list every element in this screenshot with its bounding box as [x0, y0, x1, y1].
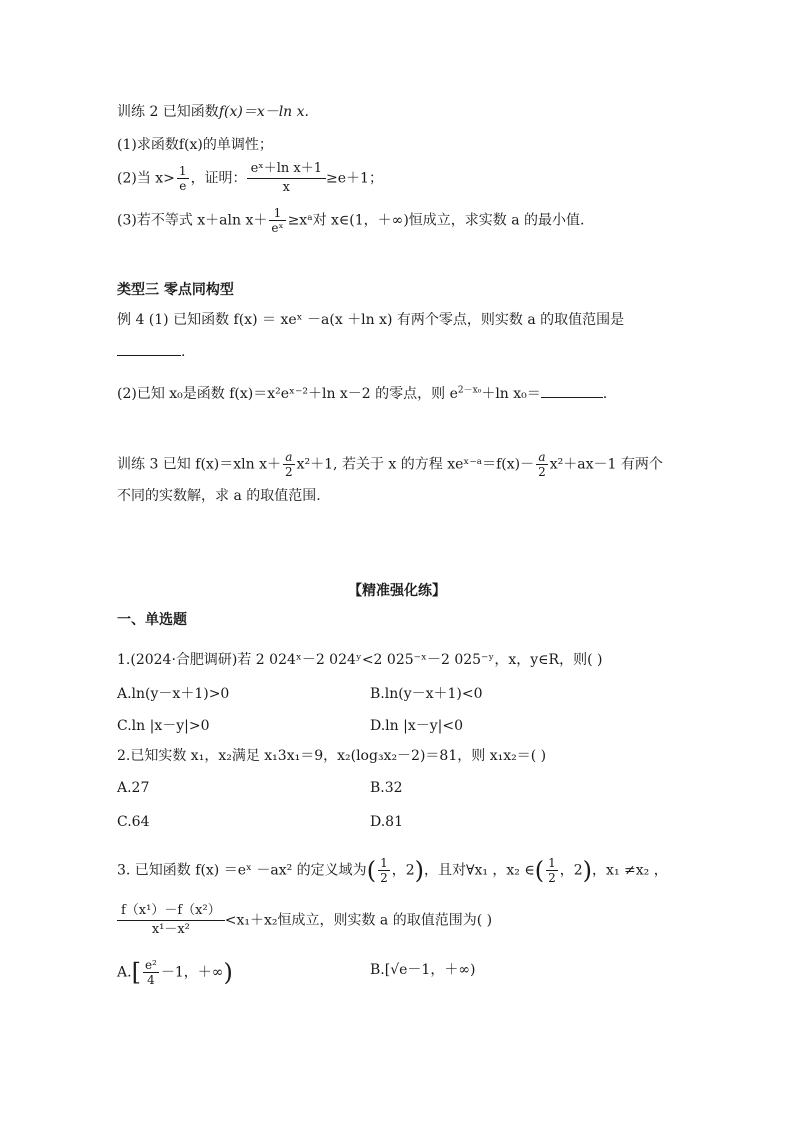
q1-option-c[interactable]: C.ln |x－y|>0: [117, 718, 210, 734]
answer-blank-2[interactable]: [541, 395, 603, 398]
q3-option-a-den: 4: [147, 973, 155, 987]
q3-interval-num-2: 1: [548, 856, 556, 870]
q3-fraction: [117, 902, 225, 939]
answer-blank-1[interactable]: [117, 353, 181, 356]
training2-part2: [117, 160, 383, 197]
q2-option-d[interactable]: D.81: [370, 814, 403, 830]
q1-option-a[interactable]: A.ln(y－x＋1)>0: [117, 686, 230, 702]
q3-option-a-prefix: A.: [117, 964, 132, 981]
part2-big-num: eˣ＋ln x＋1: [247, 160, 326, 179]
part2-prefix: (2)当 x>: [117, 170, 175, 187]
q3-stem-mid: ，且对∀x₁ ，x₂ ∈: [424, 862, 535, 879]
part2-big-fraction: [247, 160, 326, 197]
q2-option-b[interactable]: B.32: [370, 780, 403, 796]
q3-stem-line1: [117, 856, 668, 885]
q3-interval-frac-2: [546, 856, 558, 885]
q3-frac-num: f（x¹）－f（x²）: [117, 902, 225, 921]
training3-frac2-num: a: [536, 450, 548, 465]
training3-frac1-den: 2: [285, 465, 293, 479]
q3-frac-den: x¹－x²: [151, 922, 190, 937]
q3-option-b[interactable]: B.[√e－1，＋∞): [370, 962, 476, 978]
section-subtitle: 一、单选题: [117, 612, 187, 628]
q2-option-c[interactable]: C.64: [117, 814, 150, 830]
q3-option-a[interactable]: [117, 958, 233, 987]
q1-stem: 1.(2024·合肥调研)若 2 024ˣ－2 024ʸ<2 025⁻ˣ－2 025⁻ʸ，x，y∈R，则( ): [117, 652, 603, 668]
part3-frac-num: 1: [269, 206, 285, 221]
example4-line2-suffix: .: [181, 344, 186, 360]
q3-stem-line2: [117, 902, 492, 939]
q3-interval-frac-1: [378, 856, 390, 885]
part3-suffix: ≥xᵃ对 x∈(1，＋∞)恒成立，求实数 a 的最小值.: [287, 212, 585, 229]
part2-big-den: x: [282, 180, 290, 195]
type3-heading: 类型三 零点同构型: [117, 282, 234, 298]
training3-line1: [117, 450, 663, 479]
q3-stem-prefix: 3. 已知函数 f(x) ＝eˣ －ax² 的定义域为: [117, 862, 367, 879]
part2-suffix: ≥e＋1；: [326, 170, 383, 187]
example4-line3: [117, 384, 607, 404]
q3-interval-tail-1: ，2: [391, 862, 415, 879]
q1-option-d[interactable]: D.ln |x－y|<0: [370, 718, 463, 734]
q3-option-a-num: e²: [144, 958, 157, 972]
training3-frac2-den: 2: [538, 465, 546, 479]
training3-prefix: 训练 3 已知 f(x)＝xln x＋: [117, 456, 281, 473]
example4-line3-mid: ＋ln x₀＝: [481, 386, 541, 402]
q2-option-a[interactable]: A.27: [117, 780, 150, 796]
example4-line3-sup: 2－x₀: [457, 385, 482, 396]
example4-line1: 例 4 (1) 已知函数 f(x) ＝ xeˣ －a(x ＋ln x) 有两个零点，则实数 a 的取值范围是: [117, 312, 625, 328]
part2-frac-num: 1: [178, 164, 187, 178]
q1-option-b[interactable]: B.ln(y－x＋1)<0: [370, 686, 483, 702]
q3-interval-num-1: 1: [380, 856, 388, 870]
part3-fraction: [269, 206, 285, 235]
q3-interval-den-1: 2: [380, 871, 388, 885]
example4-line2: [117, 342, 185, 362]
part3-frac-den: eˣ: [271, 221, 284, 235]
training2-part1: (1)求函数f(x)的单调性；: [117, 137, 273, 153]
open-paren-2: (: [534, 856, 545, 885]
q3-option-a-tail: －1，＋∞: [160, 964, 224, 981]
training3-frac1-num: a: [283, 450, 295, 465]
open-bracket: [: [131, 958, 141, 987]
training2-function: f(x)＝x－ln x.: [218, 104, 309, 120]
q3-interval-den-2: 2: [548, 871, 556, 885]
q3-option-a-frac: [143, 958, 159, 987]
training2-part3: [117, 206, 585, 235]
open-paren: (: [366, 856, 377, 885]
training3-frac1: [283, 450, 295, 479]
section-title: 【精准强化练】: [348, 583, 446, 599]
q2-stem: 2.已知实数 x₁，x₂满足 x₁3x₁＝9，x₂(log₃x₂－2)＝81，则 x₁x₂＝( ): [117, 748, 547, 764]
part2-mid: ，证明：: [190, 170, 247, 187]
part2-frac-den: e: [179, 179, 187, 193]
q3-interval-tail-2: ，2: [559, 862, 583, 879]
part2-fraction: [177, 164, 189, 193]
training2-label: 训练 2 已知函数: [117, 104, 219, 120]
close-paren-a: ): [223, 958, 233, 987]
part3-prefix: (3)若不等式 x＋aln x＋: [117, 212, 268, 229]
example4-line3-prefix: (2)已知 x₀是函数 f(x)＝x²eˣ⁻²＋ln x－2 的零点，则 e: [117, 386, 458, 402]
training3-mid1: x²＋1, 若关于 x 的方程 xeˣ⁻ᵃ＝f(x)－: [296, 456, 535, 473]
training3-mid2: x²＋ax－1 有两个: [549, 456, 663, 473]
training3-line2: 不同的实数解，求 a 的取值范围.: [117, 488, 321, 504]
close-paren: ): [414, 856, 424, 885]
close-paren-2: ): [582, 856, 593, 885]
training2-title: [117, 102, 309, 122]
q3-stem-suffix: ，x₁ ≠x₂ ，: [592, 862, 668, 879]
training3-frac2: [536, 450, 548, 479]
q3-line2-suffix: <x₁＋x₂恒成立，则实数 a 的取值范围为( ): [224, 912, 493, 929]
example4-line3-suffix: .: [602, 386, 608, 402]
